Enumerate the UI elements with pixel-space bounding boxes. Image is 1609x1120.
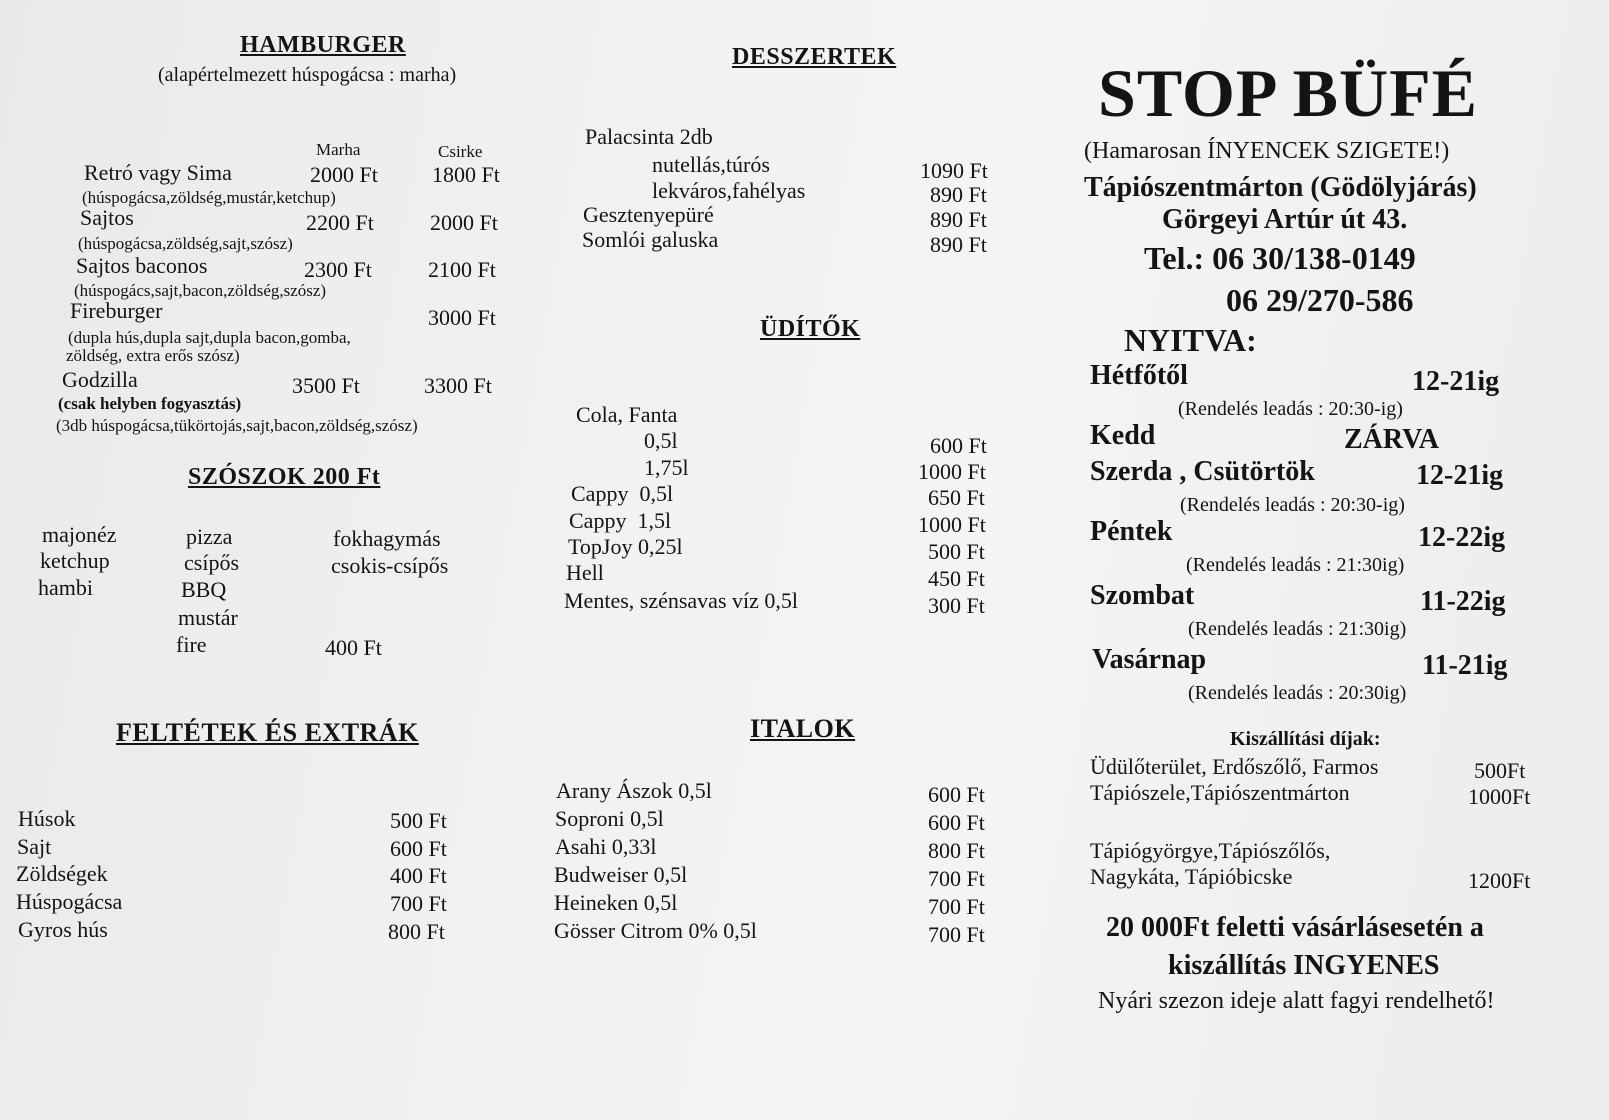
sauce-pizza: pizza [186,524,233,549]
delivery-price-3: 1200Ft [1468,868,1531,893]
extras-title: FELTÉTEK ÉS EXTRÁK [116,718,419,747]
burger-name-fireburger: Fireburger [70,298,163,323]
softdrink-price-cola-175: 1000 Ft [918,459,986,484]
drink-name-soproni: Soproni 0,5l [555,806,664,831]
extra-name-sajt: Sajt [17,834,52,859]
burger-price-fireburger: 3000 Ft [428,305,496,330]
sauce-majonez: majonéz [42,522,117,547]
drink-price-heineken: 700 Ft [928,894,985,919]
drink-price-arany-aszok: 600 Ft [928,782,985,807]
sauce-csipos: csípős [184,550,239,575]
shop-soon: (Hamarosan ÍNYENCEK SZIGETE!) [1084,138,1450,164]
softdrink-name-topjoy: TopJoy 0,25l [568,534,683,559]
drink-name-arany-aszok: Arany Ászok 0,5l [556,778,712,803]
godzilla-note: (csak helyben fogyasztás) [58,394,242,413]
sauce-csokis-csipos: csokis-csípős [331,553,449,578]
burger-price-beef-baconos: 2300 Ft [304,257,372,282]
burger-price-chicken-sajtos: 2000 Ft [430,210,498,235]
softdrink-price-topjoy: 500 Ft [928,539,985,564]
hours-time-szerda: 12-21ig [1416,460,1504,491]
beef-column-header: Marha [316,140,361,159]
drink-name-asahi: Asahi 0,33l [555,834,657,859]
hours-day-kedd: Kedd [1090,420,1156,451]
delivery-price-2: 1000Ft [1468,784,1531,809]
drink-name-budweiser: Budweiser 0,5l [554,862,688,887]
burger-name-retro: Retró vagy Sima [84,160,232,185]
hours-day-szombat: Szombat [1090,580,1195,611]
sauces-title: SZÓSZOK 200 Ft [188,464,381,490]
softdrink-name-cola-05: 0,5l [644,428,678,453]
hours-order-szombat: (Rendelés leadás : 21:30ig) [1188,618,1407,640]
burger-price-beef-retro: 2000 Ft [310,162,378,187]
hours-time-szombat: 11-22ig [1420,586,1506,617]
softdrink-name-hell: Hell [566,560,604,585]
burger-price-beef-sajtos: 2200 Ft [306,210,374,235]
shop-phone-2: 06 29/270-586 [1226,282,1414,318]
burger-name-sajtos: Sajtos [80,205,134,230]
sauce-hambi: hambi [38,575,93,600]
cola-fanta-label: Cola, Fanta [576,402,678,427]
dessert-name-gesztenyepure: Gesztenyepüré [583,202,714,227]
hours-order-pentek: (Rendelés leadás : 21:30ig) [1186,554,1405,576]
burger-desc2-fireburger: zöldség, extra erős szósz) [66,346,240,365]
softdrink-price-cappy-15: 1000 Ft [918,512,986,537]
sauce-fire-price: 400 Ft [325,635,382,660]
hours-day-vasarnap: Vasárnap [1092,644,1207,675]
icecream-note: Nyári szezon ideje alatt fagyi rendelhető! [1098,988,1495,1014]
hours-time-vasarnap: 11-21ig [1422,650,1508,681]
drink-price-asahi: 800 Ft [928,838,985,863]
burger-price-chicken-retro: 1800 Ft [432,162,500,187]
softdrink-name-cola-175: 1,75l [644,455,689,480]
extra-price-zoldsegek: 400 Ft [390,863,447,888]
burger-name-godzilla: Godzilla [62,367,138,392]
burger-name-sajtos-baconos: Sajtos baconos [76,253,208,278]
softdrink-price-cola-05: 600 Ft [930,433,987,458]
hours-order-szerda: (Rendelés leadás : 20:30-ig) [1180,494,1405,516]
sauce-ketchup: ketchup [40,548,110,573]
free-delivery-line1: 20 000Ft feletti vásárlásesetén a [1106,912,1484,943]
delivery-area-1: Üdülőterület, Erdőszőlő, Farmos [1090,754,1379,779]
hamburger-subtitle: (alapértelmezett húspogácsa : marha) [158,64,457,86]
burger-price-chicken-godzilla: 3300 Ft [424,373,492,398]
shop-town: Tápiószentmárton (Gödölyjárás) [1084,172,1477,203]
hours-order-vasarnap: (Rendelés leadás : 20:30ig) [1188,682,1407,704]
shop-address: Görgeyi Artúr út 43. [1162,204,1408,235]
delivery-title: Kiszállítási díjak: [1230,728,1381,750]
palacsinta-label: Palacsinta 2db [585,124,713,149]
delivery-area-3-line2: Nagykáta, Tápióbicske [1090,864,1293,889]
shop-name: STOP BÜFÉ [1098,55,1478,131]
burger-desc-godzilla: (3db húspogácsa,tükörtojás,sajt,bacon,zöldség,szósz) [56,416,418,435]
burger-desc-sajtos: (húspogácsa,zöldség,sajt,szósz) [78,234,293,253]
extra-name-zoldsegek: Zöldségek [16,861,108,886]
extra-name-gyros: Gyros hús [18,917,108,942]
hours-day-pentek: Péntek [1090,516,1173,547]
dessert-name-nutellas: nutellás,túrós [652,152,770,177]
opening-hours-title: NYITVA: [1124,322,1257,358]
extra-price-sajt: 600 Ft [390,836,447,861]
delivery-area-2: Tápiószele,Tápiószentmárton [1090,780,1350,805]
free-delivery-line2: kiszállítás INGYENES [1168,950,1440,981]
dessert-price-somloi: 890 Ft [930,232,987,257]
softdrink-name-water: Mentes, szénsavas víz 0,5l [564,588,798,613]
drink-name-gosser: Gösser Citrom 0% 0,5l [554,918,757,943]
hours-order-hetfo: (Rendelés leadás : 20:30-ig) [1178,398,1403,420]
hours-time-hetfo: 12-21ig [1412,366,1500,397]
softdrink-price-water: 300 Ft [928,593,985,618]
hours-day-szerda: Szerda , Csütörtök [1090,456,1315,487]
delivery-area-3-line1: Tápiógyörgye,Tápiószőlős, [1090,838,1331,863]
softdrink-name-cappy-15: Cappy 1,5l [569,508,672,533]
sauce-fire: fire [176,632,207,657]
shop-phone-1: Tel.: 06 30/138-0149 [1144,240,1416,276]
softdrink-price-cappy-05: 650 Ft [928,485,985,510]
drink-price-gosser: 700 Ft [928,922,985,947]
dessert-name-somloi: Somlói galuska [582,227,719,252]
hours-time-kedd: ZÁRVA [1344,424,1439,455]
dessert-price-gesztenyepure: 890 Ft [930,207,987,232]
delivery-price-1: 500Ft [1474,758,1526,783]
drink-price-soproni: 600 Ft [928,810,985,835]
drink-name-heineken: Heineken 0,5l [554,890,678,915]
burger-desc-retro: (húspogácsa,zöldség,mustár,ketchup) [82,188,336,207]
dessert-name-lekvaros: lekváros,fahélyas [652,178,806,203]
extra-name-husok: Húsok [18,806,76,831]
sauce-mustar: mustár [178,605,238,630]
hours-time-pentek: 12-22ig [1418,522,1506,553]
extra-price-gyros: 800 Ft [388,919,445,944]
extra-price-husok: 500 Ft [390,808,447,833]
hours-day-hetfo: Hétfőtől [1090,360,1188,391]
chicken-column-header: Csirke [438,142,483,161]
burger-desc-baconos: (húspogács,sajt,bacon,zöldség,szósz) [74,281,327,300]
sauce-fokhagymas: fokhagymás [333,526,441,551]
dessert-price-lekvaros: 890 Ft [930,182,987,207]
desserts-title: DESSZERTEK [732,44,897,70]
drink-price-budweiser: 700 Ft [928,866,985,891]
burger-price-beef-godzilla: 3500 Ft [292,373,360,398]
sauce-bbq: BBQ [181,577,227,602]
drinks-title: ITALOK [750,714,856,743]
dessert-price-nutellas: 1090 Ft [920,158,988,183]
burger-price-chicken-baconos: 2100 Ft [428,257,496,282]
extra-price-huspogacsa: 700 Ft [390,891,447,916]
hamburger-title: HAMBURGER [240,32,406,58]
soft-drinks-title: ÜDÍTŐK [760,316,861,342]
burger-desc-fireburger: (dupla hús,dupla sajt,dupla bacon,gomba, [68,328,351,347]
softdrink-price-hell: 450 Ft [928,566,985,591]
softdrink-name-cappy-05: Cappy 0,5l [571,481,674,506]
extra-name-huspogacsa: Húspogácsa [16,889,123,914]
